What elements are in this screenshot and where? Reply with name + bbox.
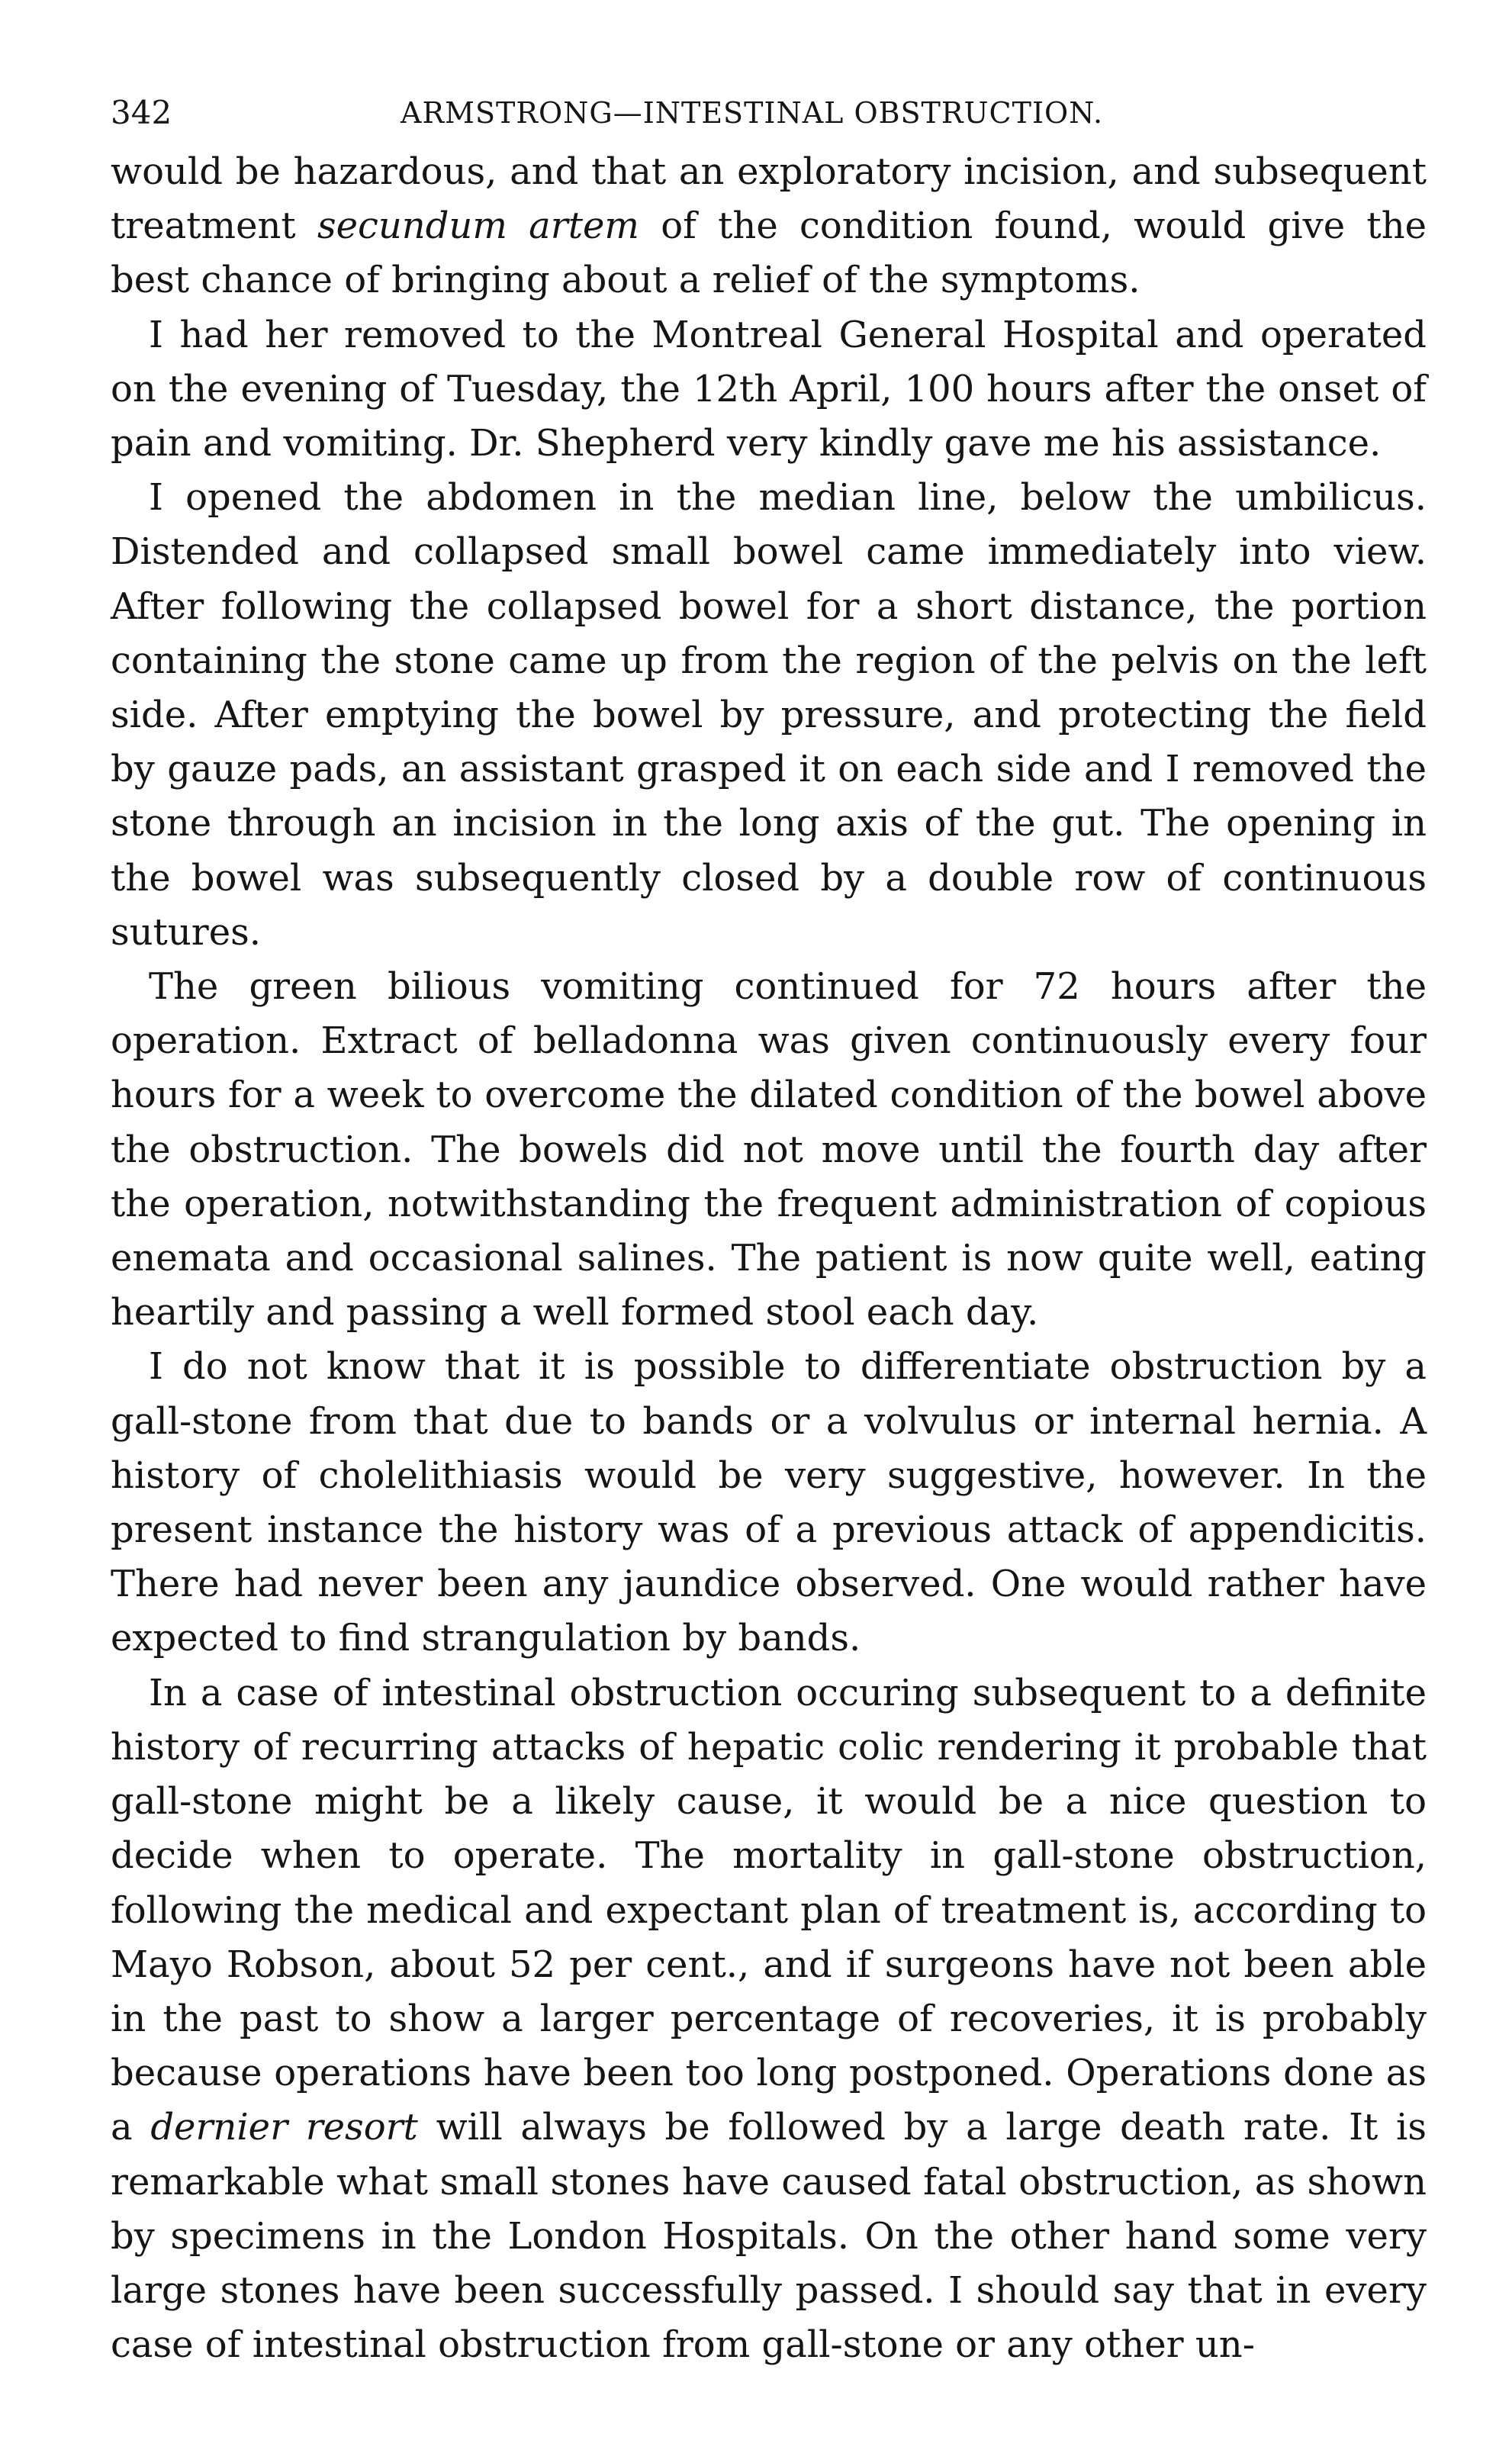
paragraph-2: I had her removed to the Montreal General Hospital and operated on the evening of Tuesday, the 12th April, 100 hours after the onset of pain and vomiting. Dr. Shepherd very kindly gave me his assistance. xyxy=(111,313,1427,465)
paragraph-1 xyxy=(111,145,1427,308)
paragraph-6-french-phrase: dernier resort xyxy=(150,2106,418,2149)
paragraph-3: I opened the abdomen in the median line, below the umbilicus. Distended and collapsed small bowel came immediately into view. After following the collapsed bowel for a short distance, the portion containing the stone came up from the region of the pelvis on the left side. After emptying the bowel by pressure, and protecting the field by gauze pads, an assistant grasped it on each side and I removed the stone through an incision in the long axis of the gut. The opening in the bowel was subsequently closed by a double row of continuous sutures. xyxy=(111,476,1427,954)
paragraph-1-text-b: of the condition found, would give the best chance of bringing about a relief of the symptoms. xyxy=(111,204,1427,302)
paragraph-5: I do not know that it is possible to differentiate obstruction by a gall-stone from that due to bands or a volvulus or internal hernia. A history of cholelithiasis would be very suggestive, however. In the present instance the history was of a previous attack of appendicitis. There had never been any jaundice observed. One would rather have expected to find strangulation by bands. xyxy=(111,1345,1427,1660)
running-title: ARMSTRONG—INTESTINAL OBSTRUCTION. xyxy=(401,96,1104,130)
paragraph-6-text-a: In a case of intestinal obstruction occuring subsequent to a definite history of recurring attacks of hepatic colic rendering it probable that gall-stone might be a likely cause, it would be a nice question to decide when to operate. The mortality in gall-stone obstruction, following the medical and expectant plan of treatment is, according to Mayo Robson, about 52 per cent., and if surgeons have not been able in the past to show a larger percentage of recoveries, it is probably because operations have been too long postponed. Operations done as a xyxy=(111,1671,1427,2149)
paragraph-4: The green bilious vomiting continued for 72 hours after the operation. Extract of belladonna was given continuously every four hours for a week to overcome the dilated condition of the bowel above the obstruction. The bowels did not move until the fourth day after the operation, notwithstanding the frequent administration of copious enemata and occasional salines. The patient is now quite well, eating heartily and passing a well formed stool each day. xyxy=(111,965,1427,1334)
page-number: 342 xyxy=(111,94,172,131)
body-text xyxy=(111,145,1427,2372)
paragraph-6-text-b: will always be followed by a large death rate. It is remarkable what small stones have caused fatal obstruction, as shown by specimens in the London Hospitals. On the other hand some very large stones have been successfully passed. I should say that in every case of intestinal obstruction from gall-stone or any other un- xyxy=(111,2106,1427,2367)
paragraph-1-latin-phrase: secundum artem xyxy=(317,204,639,248)
running-head xyxy=(111,90,1427,145)
paragraph-6 xyxy=(111,1666,1427,2373)
paragraph-1-text-a: would be hazardous, and that an exploratory incision, and subsequent treatment xyxy=(111,150,1427,248)
book-page xyxy=(111,90,1427,2372)
